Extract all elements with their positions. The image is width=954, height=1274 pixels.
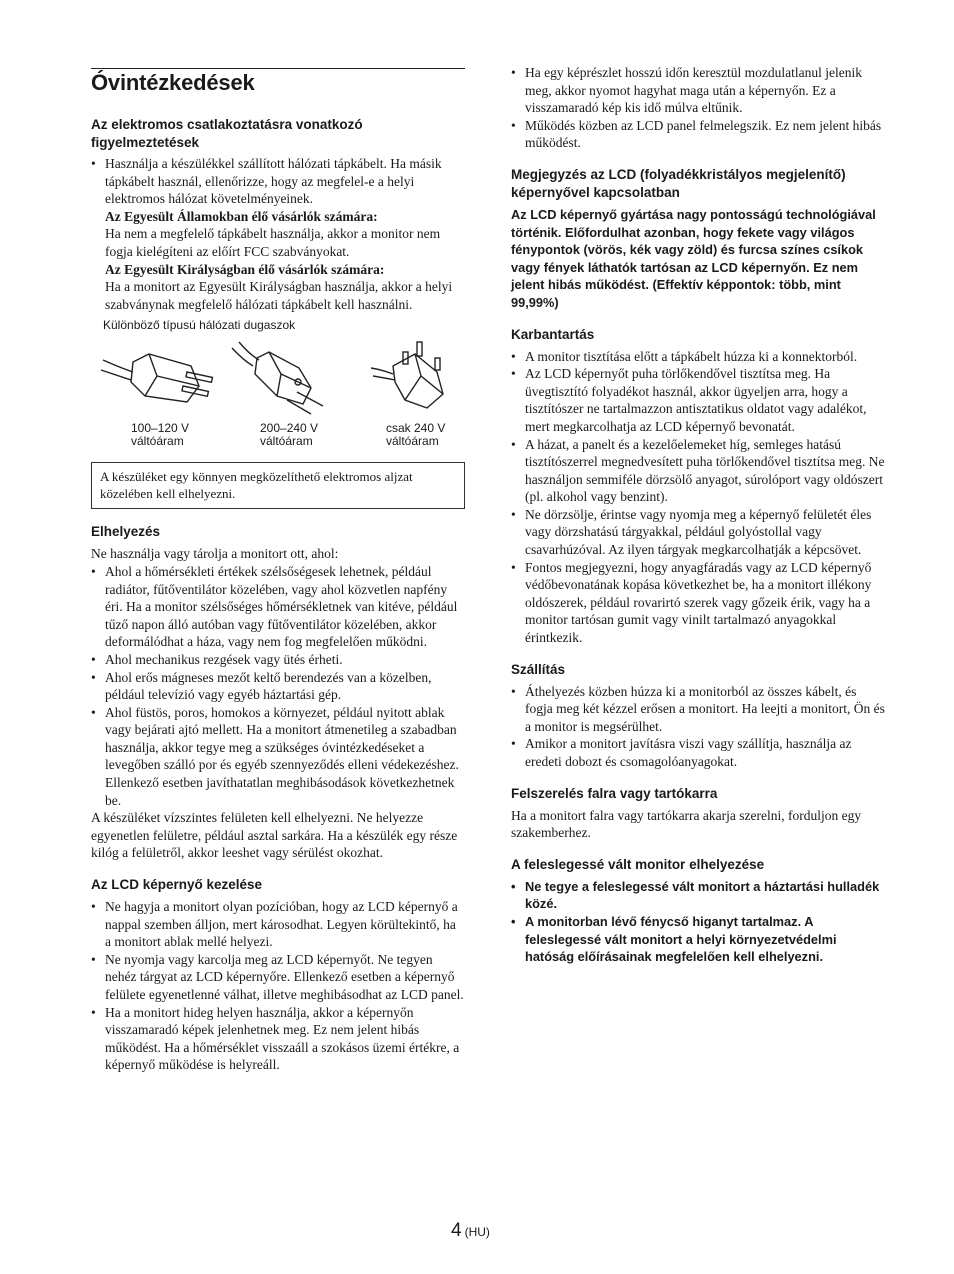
list-item xyxy=(91,155,465,313)
mount-text: Ha a monitort falra vagy tartókarra akarja szerelni, forduljon egy szakemberhez. xyxy=(511,807,862,841)
plug-uk-icon xyxy=(371,342,443,408)
power-list xyxy=(91,155,465,313)
plug-us-icon xyxy=(101,354,212,402)
uk-text: Ha a monitort az Egyesült Királyságban használja, akkor a helyi szabványnak megfelelő hálózati tápkábelt kell használni. xyxy=(105,279,453,312)
power-heading: Az elektromos csatlakoztatásra vonatkozó figyelmeztetések xyxy=(91,117,363,150)
list-item: • Ne dörzsölje, érintse vagy nyomja meg a képernyő felületét éles vagy dörzshatású tárgyakkal, például golyóstollal vagy csavarhúzóval. Az ilyen tárgyak megkarcolhatják a képcsövet. xyxy=(511,506,885,559)
list-item: • Ahol erős mágneses mezőt keltő berendezés van a közelben, például televízió vagy egyéb háztartási gép. xyxy=(91,669,465,704)
plug-label-1: 100–120 V váltóáram xyxy=(131,421,190,449)
transport-list xyxy=(511,683,885,771)
uk-label: Az Egyesült Királyságban élő vásárlók számára: xyxy=(105,261,385,277)
left-column xyxy=(91,116,465,1074)
plugs-caption: Különböző típusú hálózati dugaszok xyxy=(103,318,296,333)
placement-outro: A készüléket vízszintes felületen kell elhelyezni. Ne helyezze egyenetlen felületre, például asztal sarkára. Ha a készülék egy része kilóg a felületről, akkor leeshet vagy sérülést okozhat. xyxy=(91,810,458,861)
disposal-list xyxy=(511,878,885,966)
list-item: • Ahol mechanikus rezgések vagy ütés érheti. xyxy=(91,651,465,669)
us-text: Ha nem a megfelelő tápkábelt használja, akkor a monitor nem fogja kielégíteni az előírt FCC szabványokat. xyxy=(105,226,441,259)
placement-intro: Ne használja vagy tárolja a monitort ott, ahol: xyxy=(91,546,339,562)
list-item: • Ahol füstös, poros, homokos a környezet, például nyitott ablak vagy bejárati ajtó mellett. Ha a monitort átmenetileg a szabadban használja, akkor tegye meg a szükséges óvintézkedéseket a levegőben szálló por és egyéb szennyeződés elleni védekezéshez. Ellenkező esetben javíthatatlan meghibásodások következhetnek be. xyxy=(91,704,465,810)
list-item: • Ahol a hőmérsékleti értékek szélsőségesek lehetnek, például radiátor, fűtőventilátor közelében, vagy ahol közvetlen napfény éri. Ha a monitor szélsőséges hőmérsékletnek van kitéve, például tűző napon álló autóban vagy fűtőventilátor közelében, akkor deformálódhat a háza, vagy nem fog megfelelően működni. xyxy=(91,563,465,651)
placement-heading: Elhelyezés xyxy=(91,524,161,540)
list-item: • A monitor tisztítása előtt a tápkábelt húzza ki a konnektorból. xyxy=(511,348,885,366)
list-item: • Ne hagyja a monitort olyan pozícióban, hogy az LCD képernyő a nappal szemben álljon, mert károsodhat. Legyen körültekintő, ha a monitort ablak mellé helyezi. xyxy=(91,898,465,951)
list-item: • Ne nyomja vagy karcolja meg az LCD képernyőt. Ne tegyen nehéz tárgyat az LCD képernyőre. Ellenkező esetben a képernyő felülete egyenetlenné válhat, illetve meghibásodhat az LCD panel. xyxy=(91,951,465,1004)
page-title: Óvintézkedések xyxy=(91,70,255,95)
page-number xyxy=(451,1220,490,1242)
transport-heading: Szállítás xyxy=(511,661,566,677)
note-box: A készüléket egy könnyen megközelíthető elektromos aljzat közelében kell elhelyezni. xyxy=(91,462,465,509)
power-bullet-text: Használja a készülékkel szállított hálózati tápkábelt. Ha másik tápkábelt használ, ellenőrizze, hogy az megfelel-e a helyi elektromos hálózat követelményeinek. xyxy=(105,156,442,207)
lcd-heading: Az LCD képernyő kezelése xyxy=(91,877,263,893)
list-item: • Áthelyezés közben húzza ki a monitorból az összes kábelt, és fogja meg két kézzel erősen a monitort. Ha leejti a monitort, Ön és a monitor is megsérülhet. xyxy=(511,683,885,736)
list-item: • Működés közben az LCD panel felmelegszik. Ez nem jelent hibás működést. xyxy=(511,117,885,152)
lcd-note-heading: Megjegyzés az LCD (folyadékkristályos megjelenítő) képernyővel kapcsolatban xyxy=(511,166,846,200)
plug-eu-icon xyxy=(232,342,323,414)
lcd-list xyxy=(91,898,465,1074)
list-item: • Az LCD képernyőt puha törlőkendővel tisztítsa meg. Ha üvegtisztító folyadékot használ, akkor ügyeljen arra, hogy a tisztítószer ne tartalmazzon antisztatikus oldatot vagy adalékot, mert megkarcolhatja az LCD képernyő bevonatát. xyxy=(511,365,885,435)
top-list xyxy=(511,64,885,152)
list-item: • Amikor a monitort javításra viszi vagy szállítja, használja az eredeti dobozt és csomagolóanyagokat. xyxy=(511,735,885,770)
lcd-note-text: Az LCD képernyő gyártása nagy pontosságú technológiával történik. Előfordulhat azonban, hogy fekete vagy világos fénypontok (vörös, kék vagy zöld) és furcsa színes csíkok vagy fények láthatók tartósan az LCD képernyőn. Ez nem jelent hibás működést. (Effektív képpontok: több, mint 99,99%) xyxy=(511,206,876,310)
mount-heading: Felszerelés falra vagy tartókarra xyxy=(511,785,718,801)
list-item: • Ha egy képrészlet hosszú időn keresztül mozdulatlanul jelenik meg, akkor nyomot hagyhat maga után a képernyőn. Ez a visszamaradó kép kis idő múlva eltűnik. xyxy=(511,64,885,117)
list-item: • A házat, a panelt és a kezelőelemeket híg, semleges hatású tisztítószerrel megnedvesített puha törlőkendővel tisztítsa meg. Ne használjon semmiféle dörzsölő anyagot, súrolóport vagy oldószert (pl. alkohol vagy benzint). xyxy=(511,436,885,506)
title-rule xyxy=(91,68,465,69)
right-column xyxy=(511,64,885,966)
placement-list xyxy=(91,563,465,809)
list-item: • Ne tegye a feleslegessé vált monitort a háztartási hulladék közé. xyxy=(511,878,885,913)
list-item: • Ha a monitort hideg helyen használja, akkor a képernyőn visszamaradó képek jelenhetnek meg. Ez nem jelent hibás működést. Ha a hőmérséklet visszaáll a szokásos üzemi értékre, a képernyő működése is helyreáll. xyxy=(91,1004,465,1074)
plug-label-3: csak 240 V váltóáram xyxy=(386,421,446,449)
plug-illustrations xyxy=(91,332,465,452)
plugs-drawing xyxy=(91,332,465,422)
disposal-heading: A feleslegessé vált monitor elhelyezése xyxy=(511,856,765,872)
plug-label-2: 200–240 V váltóáram xyxy=(260,421,319,449)
maintenance-heading: Karbantartás xyxy=(511,326,595,342)
language-code: (HU) xyxy=(464,1225,490,1239)
page-number-value: 4 xyxy=(451,1220,462,1241)
list-item: • Fontos megjegyezni, hogy anyagfáradás vagy az LCD képernyő védőbevonatának kopása következhet be, ha a monitort illékony oldószerek, például rovarirtó szerek vagy gőzeik érik, vagy ha a monitor tartósan gumit vagy vinilt tartalmazó anyagokkal érintkezik. xyxy=(511,559,885,647)
maintenance-list xyxy=(511,348,885,647)
us-label: Az Egyesült Államokban élő vásárlók számára: xyxy=(105,208,378,224)
list-item: • A monitorban lévő fénycső higanyt tartalmaz. A feleslegessé vált monitort a helyi környezetvédelmi hatóság előírásainak megfelelően kell elhelyezni. xyxy=(511,913,885,966)
